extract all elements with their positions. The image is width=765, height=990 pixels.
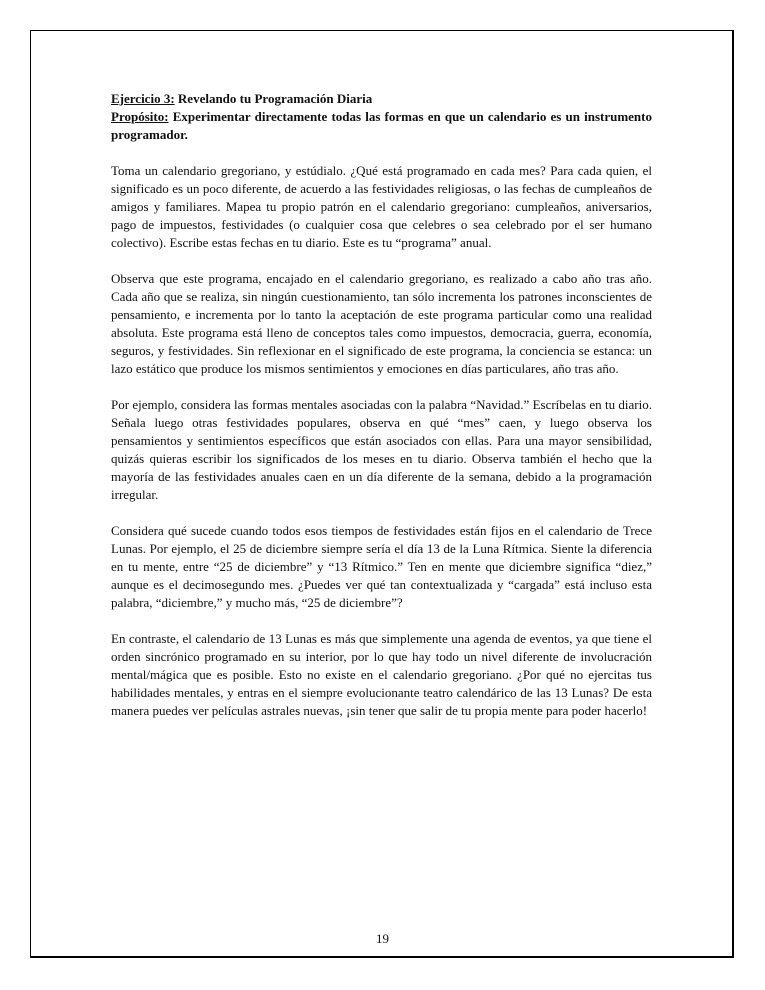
page-number: 19 [376,931,389,946]
paragraph-2: Observa que este programa, encajado en el calendario gregoriano, es realizado a cabo año tras año. Cada año que se realiza, sin ningún cuestionamiento, tan sólo incrementa los patrones inconscientes de pensamiento, e incrementa por lo tanto la aceptación de este programa particular como una realidad absoluta. Este programa está lleno de conceptos tales como impuestos, democracia, guerra, economía, seguros, y festividades. Sin reflexionar en el significado de este programa, la conciencia se estanca: un lazo estático que produce los mismos sentimientos y emociones en días particulares, año tras año. [111,271,652,376]
purpose-text: Experimentar directamente todas las formas en que un calendario es un instrumento programador. [111,109,652,142]
paragraph-1: Toma un calendario gregoriano, y estúdialo. ¿Qué está programado en cada mes? Para cada quien, el significado es un poco diferente, de acuerdo a las festividades religiosas, o las fechas de cumpleaños de amigos y familiares. Mapea tu propio patrón en el calendario gregoriano: cumpleaños, aniversarios, pago de impuestos, festividades (o cualquier cosa que celebres o sea celebrado por el ser humano colectivo). Escribe estas fechas en tu diario. Este es tu “programa” anual. [111,163,652,250]
paragraph-4: Considera qué sucede cuando todos esos tiempos de festividades están fijos en el calendario de Trece Lunas. Por ejemplo, el 25 de diciembre siempre sería el día 13 de la Luna Rítmica. Siente la diferencia en tu mente, entre “25 de diciembre” y “13 Rítmico.” Ten en mente que diciembre significa “diez,” aunque es el decimosegundo mes. ¿Puedes ver qué tan contextualizada y “cargada” está incluso esta palabra, “diciembre,” y mucho más, “25 de diciembre”? [111,523,652,610]
exercise-heading [111,90,652,108]
purpose-statement [111,108,652,144]
paragraph-5: En contraste, el calendario de 13 Lunas es más que simplemente una agenda de eventos, ya que tiene el orden sincrónico programado en su interior, por lo que hay todo un nivel diferente de involucración mental/mágica que es posible. Esto no existe en el calendario gregoriano. ¿Por qué no ejercitas tus habilidades mentales, y entras en el siempre evolucionante teatro calendárico de las 13 Lunas? De esta manera puedes ver películas astrales nuevas, ¡sin tener que salir de tu propia mente para poder hacerlo! [111,631,652,718]
page-content [111,90,652,720]
purpose-label: Propósito: [111,109,169,124]
exercise-label: Ejercicio 3: [111,91,175,106]
exercise-title: Revelando tu Programación Diaria [174,91,373,106]
paragraph-3: Por ejemplo, considera las formas mentales asociadas con la palabra “Navidad.” Escríbelas en tu diario. Señala luego otras festividades populares, observa en qué “mes” caen, y luego observa los pensamientos y sentimientos específicos que están asociados con ellas. Para una mayor sensibilidad, quizás quieras escribir los significados de los meses en tu diario. Observa también el hecho que la mayoría de las festividades anuales caen en un día diferente de la semana, debido a la programación irregular. [111,397,652,502]
